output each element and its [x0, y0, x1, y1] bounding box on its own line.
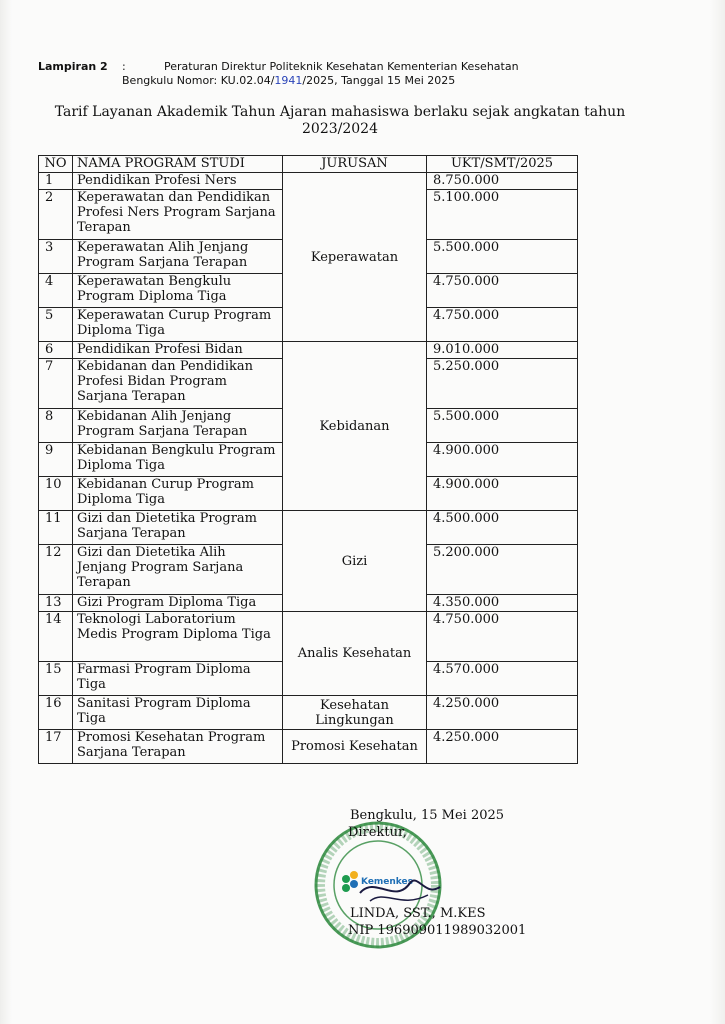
header-no: NO	[39, 156, 73, 173]
row-no: 1	[39, 173, 73, 190]
row-program: Farmasi Program Diploma Tiga	[73, 662, 283, 696]
row-no: 8	[39, 409, 73, 443]
row-ukt: 8.750.000	[427, 173, 578, 190]
row-no: 17	[39, 730, 73, 764]
table-row	[39, 612, 578, 662]
row-no: 12	[39, 545, 73, 595]
kemenkes-logo-icon	[342, 871, 358, 892]
row-program: Keperawatan Curup Program Diploma Tiga	[73, 308, 283, 342]
header-colon: :	[122, 60, 126, 73]
row-program: Gizi Program Diploma Tiga	[73, 595, 283, 612]
row-ukt: 4.900.000	[427, 443, 578, 477]
row-program: Kebidanan dan Pendidikan Profesi Bidan Program Sarjana Terapan	[73, 359, 283, 409]
row-ukt: 4.750.000	[427, 612, 578, 662]
row-program: Keperawatan Alih Jenjang Program Sarjana Terapan	[73, 240, 283, 274]
row-ukt: 5.500.000	[427, 409, 578, 443]
row-program: Pendidikan Profesi Ners	[73, 173, 283, 190]
stamp-center-text: Kemenkes	[361, 877, 414, 887]
row-ukt: 4.500.000	[427, 511, 578, 545]
row-ukt: 5.100.000	[427, 190, 578, 240]
table-row	[39, 730, 578, 764]
nomor-line	[38, 74, 598, 88]
table-row	[39, 696, 578, 730]
row-no: 10	[39, 477, 73, 511]
row-program: Teknologi Laboratorium Medis Program Diploma Tiga	[73, 612, 283, 662]
regulation-title: Peraturan Direktur Politeknik Kesehatan Kementerian Kesehatan	[164, 60, 519, 73]
row-ukt: 4.750.000	[427, 274, 578, 308]
row-ukt: 5.250.000	[427, 359, 578, 409]
row-ukt: 4.250.000	[427, 696, 578, 730]
row-program: Promosi Kesehatan Program Sarjana Terapan	[73, 730, 283, 764]
document-title	[30, 104, 650, 138]
jurusan-cell: Promosi Kesehatan	[283, 730, 427, 764]
jurusan-cell: Analis Kesehatan	[283, 612, 427, 696]
nomor-suffix: /2025, Tanggal 15 Mei 2025	[302, 74, 456, 87]
row-ukt: 4.750.000	[427, 308, 578, 342]
document-header	[38, 60, 598, 88]
row-ukt: 5.200.000	[427, 545, 578, 595]
row-no: 11	[39, 511, 73, 545]
row-no: 3	[39, 240, 73, 274]
row-no: 6	[39, 342, 73, 359]
table-row	[39, 511, 578, 545]
row-no: 9	[39, 443, 73, 477]
jurusan-cell: Gizi	[283, 511, 427, 612]
table-row	[39, 342, 578, 359]
row-ukt: 4.570.000	[427, 662, 578, 696]
table-header-row	[39, 156, 578, 173]
signature-nip: NIP 196909011989032001	[348, 923, 527, 938]
row-no: 15	[39, 662, 73, 696]
row-program: Gizi dan Dietetika Alih Jenjang Program Sarjana Terapan	[73, 545, 283, 595]
tariff-table	[38, 155, 578, 764]
table-row	[39, 173, 578, 190]
row-no: 4	[39, 274, 73, 308]
row-program: Keperawatan dan Pendidikan Profesi Ners Program Sarjana Terapan	[73, 190, 283, 240]
header-program: NAMA PROGRAM STUDI	[73, 156, 283, 173]
row-ukt: 4.900.000	[427, 477, 578, 511]
row-no: 13	[39, 595, 73, 612]
nomor-number: 1941	[274, 74, 303, 87]
row-ukt: 4.250.000	[427, 730, 578, 764]
row-program: Kebidanan Bengkulu Program Diploma Tiga	[73, 443, 283, 477]
row-no: 16	[39, 696, 73, 730]
row-no: 14	[39, 612, 73, 662]
signature-place-date: Bengkulu, 15 Mei 2025	[350, 808, 505, 823]
jurusan-cell: Keperawatan	[283, 173, 427, 342]
row-program: Pendidikan Profesi Bidan	[73, 342, 283, 359]
row-program: Kebidanan Alih Jenjang Program Sarjana Terapan	[73, 409, 283, 443]
row-ukt: 9.010.000	[427, 342, 578, 359]
row-no: 5	[39, 308, 73, 342]
row-program: Gizi dan Dietetika Program Sarjana Terapan	[73, 511, 283, 545]
row-program: Kebidanan Curup Program Diploma Tiga	[73, 477, 283, 511]
row-program: Sanitasi Program Diploma Tiga	[73, 696, 283, 730]
signature-block	[300, 805, 600, 965]
header-ukt: UKT/SMT/2025	[427, 156, 578, 173]
row-ukt: 5.500.000	[427, 240, 578, 274]
signature-name: LINDA, SST., M.KES	[350, 906, 486, 921]
lampiran-label: Lampiran 2	[38, 60, 108, 73]
jurusan-cell: Kesehatan Lingkungan	[283, 696, 427, 730]
title-line-2: 2023/2024	[302, 121, 378, 137]
row-program: Keperawatan Bengkulu Program Diploma Tiga	[73, 274, 283, 308]
row-no: 2	[39, 190, 73, 240]
nomor-prefix: Bengkulu Nomor: KU.02.04/	[122, 74, 275, 87]
header-jurusan: JURUSAN	[283, 156, 427, 173]
jurusan-cell: Kebidanan	[283, 342, 427, 511]
row-ukt: 4.350.000	[427, 595, 578, 612]
row-no: 7	[39, 359, 73, 409]
title-line-1: Tarif Layanan Akademik Tahun Ajaran mahasiswa berlaku sejak angkatan tahun	[54, 104, 626, 120]
signature-role: Direktur,	[348, 825, 407, 840]
